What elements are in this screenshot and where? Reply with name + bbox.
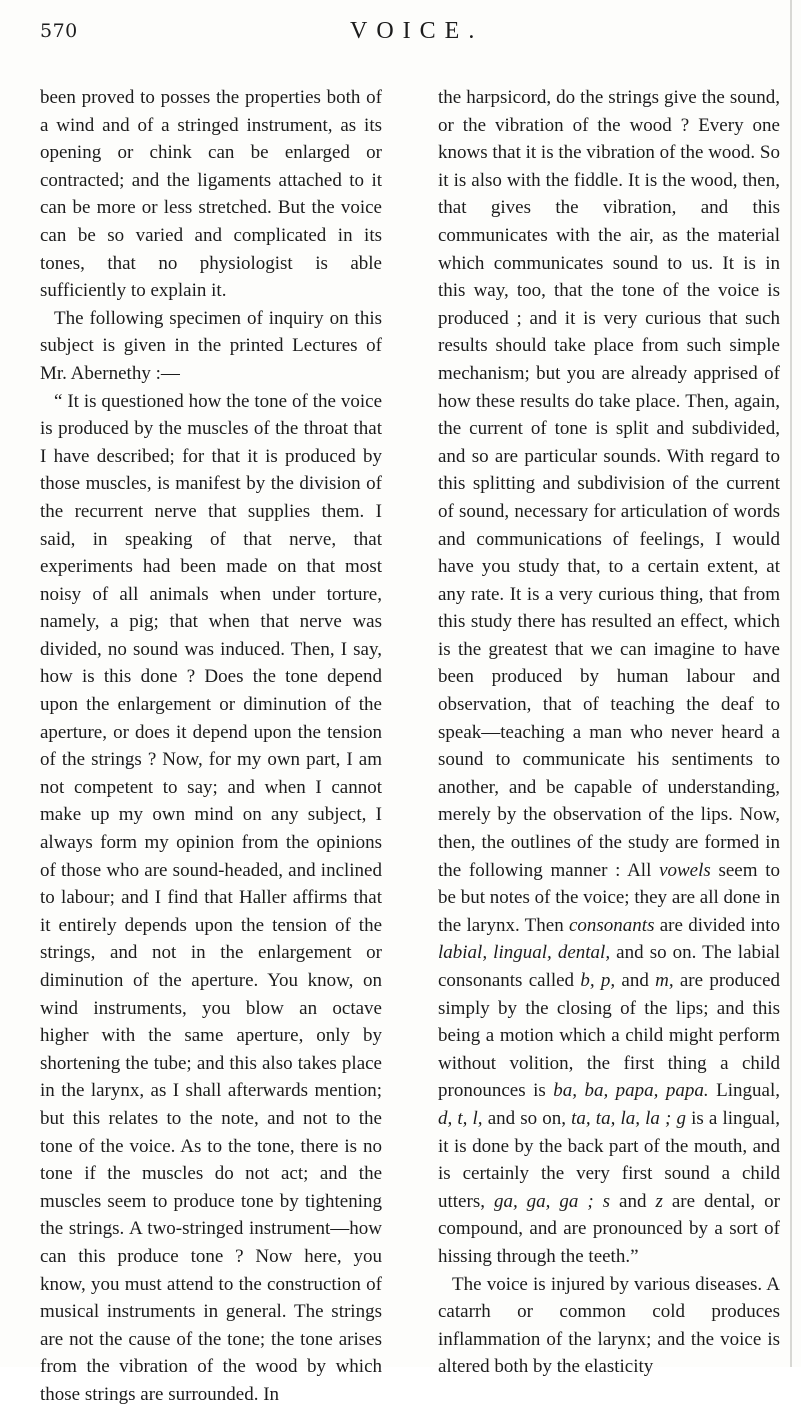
right-column xyxy=(438,84,780,1381)
italic-text: z xyxy=(655,1190,663,1212)
text-run: the harpsicord, do the strings give the sound, or the vibration of the wood ? Every one knows that it is the vibration of the wood. So it is also with the fiddle. It is the wood, then, that gives the vibration, and this communicates with the air, as the material which communicates sound to us. It is in this way, too, that the tone of the voice is produced ; and it is very curious that such results should take place from such simple mechanism; but you are already apprised of how these results do take place. Then, again, the current of tone is split and subdivided, and so are particular sounds. With regard to this splitting and subdivision of the current of sound, necessary for articulation of words and communications of feelings, I would have you study that, to a certain extent, at any rate. It is a very curious thing, that from this study there has resulted an effect, which is the greatest that we can imagine to have been produced by human labour and observation, that of teaching the deaf to speak—teaching a man who never heard a sound to communicate his sentiments to another, and be capable of understanding, merely by the observation of the lips. Now, then, the outlines of the study are formed in the following manner : All xyxy=(438,87,780,881)
text-run: is a lingual, it is done by the back part of the mouth, and is certainly the very first sound a child utters, xyxy=(438,1107,780,1212)
italic-text: ga, ga, ga ; s xyxy=(493,1190,611,1212)
page-edge-shadow xyxy=(790,0,792,1367)
text-run: and xyxy=(615,970,656,991)
left-column xyxy=(40,84,382,1409)
text-run: been proved to posses the properties both of a wind and of a stringed instrument, as its opening or chink can be enlarged or contracted; and the ligaments attached to it can be more or less stretched. But the voice can be so varied and complicated in its tones, that no physiologist is able sufficiently to explain it. xyxy=(40,87,382,302)
page-header xyxy=(40,18,760,48)
paragraph-p3 xyxy=(40,388,382,1409)
page-number: 570 xyxy=(40,20,78,42)
paragraph-p2 xyxy=(40,305,382,388)
text-run: and so on, xyxy=(482,1107,572,1129)
text-run: and xyxy=(610,1190,656,1212)
text-run: The voice is injured by various diseases. A catarrh or common cold produces inflammation of the larynx; and the voice is altered both by the elasticity xyxy=(438,1273,780,1378)
text-run: seem to be but notes of the voice; they are all done in the larynx. Then xyxy=(438,859,780,936)
paragraph-p1 xyxy=(40,84,382,305)
italic-text: d, t, l, xyxy=(438,1107,483,1129)
text-run: The following specimen of inquiry on this subject is given in the printed Lectures of Mr. Abernethy :— xyxy=(40,307,382,384)
italic-text: vowels xyxy=(659,859,711,881)
paragraph-p5 xyxy=(438,1271,780,1381)
italic-text: labial, lingual, dental, xyxy=(438,942,611,964)
text-run: are dental, or compound, and are pronounced by a sort of hissing through the teeth.” xyxy=(438,1190,780,1267)
text-run: “ It is questioned how the tone of the voice is produced by the muscles of the throat that I have described; for that it is produced by those muscles, is manifest by the division of the recurrent nerve that supplies them. I said, in speaking of that nerve, that experiments had been made on that most noisy of all animals when under torture, namely, a pig; that when that nerve was divided, no sound was induced. Then, I say, how is this done ? Does the tone depend upon the enlargement or diminution of the aperture, or does it depend upon the tension of the strings ? Now, for my own part, I am not competent to say; and when I cannot make up my own mind on any subject, I always form my opinion from the opinions of those who are sound-headed, and inclined to labour; and I find that Haller affirms that it entirely depends upon the tension of the strings, and not in the enlargement or diminution of the aperture. You know, on wind instruments, you blow an octave higher with the same aperture, only by shortening the tube; and this also takes place in the larynx, as I shall afterwards mention; but this relates to the note, and not to the tone of the voice. As to the tone, there is no tone if the muscles do not act; and the muscles seem to produce tone by tightening the strings. A two-stringed instrument—how can this produce tone ? Now here, you know, you must attend to the construction of musical instruments in general. The strings are not the cause of the tone; the tone arises from the vibration of the wood by which those strings are surrounded. In xyxy=(40,390,382,1405)
running-head: VOICE. xyxy=(350,18,484,44)
text-run: are divided into xyxy=(654,914,780,936)
paragraph-p4 xyxy=(438,84,780,1271)
text-run: are produced simply by the closing of the lips; and this being a motion which a child might perform without volition, the first thing a child pronounces is xyxy=(438,970,781,1102)
text-run: Lingual, xyxy=(708,1080,780,1102)
italic-text: ba, ba, papa, papa. xyxy=(553,1080,709,1102)
italic-text: b, p, xyxy=(580,970,616,991)
text-run: and so on. The labial consonants called xyxy=(438,942,780,991)
italic-text: m, xyxy=(655,970,674,991)
italic-text: consonants xyxy=(568,914,655,936)
italic-text: ta, ta, la, la ; g xyxy=(571,1107,686,1129)
